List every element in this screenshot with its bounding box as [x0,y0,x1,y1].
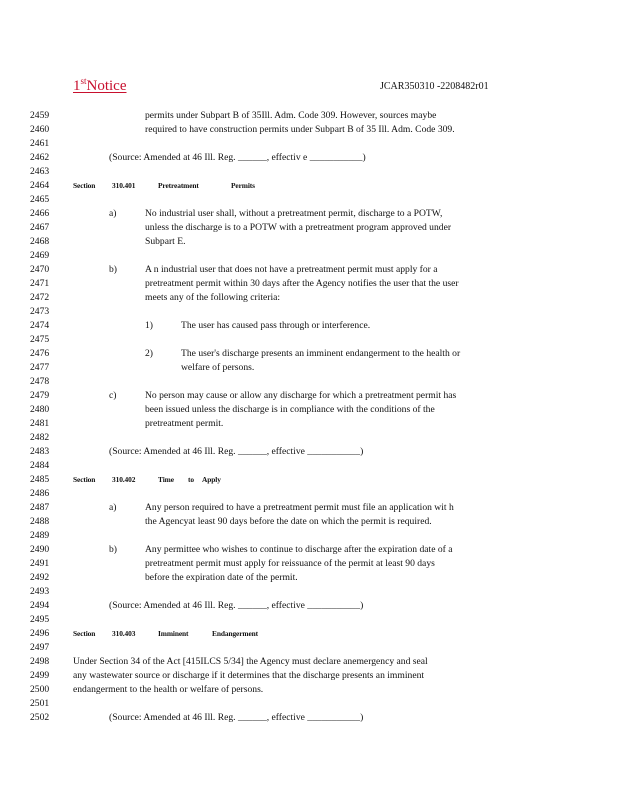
line-number: 2466 [30,208,50,219]
line-number: 2462 [30,152,50,163]
line-number: 2496 [30,628,50,639]
line-text: permits under Subpart B of 35Ill. Adm. Code 309. However, sources maybe [145,110,437,121]
line-number: 2471 [30,278,50,289]
line-number: 2501 [30,698,50,709]
line-text: The user's discharge presents an imminent endangerment to the health or [181,348,461,359]
line-text: A n industrial user that does not have a pretreatment permit must apply for a [145,264,438,275]
line-number: 2486 [30,488,50,499]
section-heading-text: Pretreatment [158,181,199,190]
line-text: No industrial user shall, without a pretreatment permit, discharge to a POTW, [145,208,443,219]
line-number: 2498 [30,656,50,667]
notice-heading [73,76,127,95]
line-text: been issued unless the discharge is in compliance with the conditions of the [145,404,435,415]
notice-number: 1 [73,78,81,94]
section-heading-text: 310.402 [112,475,136,484]
line-text: a) [109,502,117,513]
line-text: Under Section 34 of the Act [415ILCS 5/34] the Agency must declare anemergency and seal [73,656,428,667]
line-text: (Source: Amended at 46 Ill. Reg. ______, effective ___________) [109,712,364,723]
section-heading-text: Imminent [158,629,189,638]
line-text: 2) [145,348,153,359]
line-number: 2489 [30,530,50,541]
line-number: 2470 [30,264,50,275]
line-text: The user has caused pass through or interference. [181,320,371,331]
line-text: c) [109,390,117,401]
line-text: (Source: Amended at 46 Ill. Reg. ______, effectiv e ___________) [109,152,366,163]
line-number: 2494 [30,600,50,611]
document-code: JCAR350310 -2208482r01 [380,81,489,92]
line-number: 2461 [30,138,50,149]
line-number: 2487 [30,502,50,513]
line-text: pretreatment permit within 30 days after the Agency notifies the user that the user [145,278,459,289]
line-text: before the expiration date of the permit. [145,572,298,583]
line-text: b) [109,544,117,555]
line-number: 2493 [30,586,50,597]
line-text: b) [109,264,117,275]
line-text: pretreatment permit. [145,418,224,429]
line-number: 2481 [30,418,50,429]
line-number: 2500 [30,684,50,695]
section-heading-text: Section [73,475,96,484]
section-heading-text: Section [73,629,96,638]
line-number: 2467 [30,222,50,233]
line-text: any wastewater source or discharge if it determines that the discharge presents an imminent [73,670,425,681]
line-number: 2477 [30,362,50,373]
section-heading-text: to [188,475,194,484]
line-text: welfare of persons. [181,362,255,373]
section-heading-text: Permits [231,181,255,190]
line-number: 2485 [30,474,50,485]
line-number: 2480 [30,404,50,415]
line-text: No person may cause or allow any discharge for which a pretreatment permit has [145,390,457,401]
section-heading-text: 310.403 [112,629,136,638]
line-number: 2491 [30,558,50,569]
line-text: Any person required to have a pretreatment permit must file an application wit h [145,502,454,513]
line-text: Subpart E. [145,236,186,247]
line-number: 2490 [30,544,50,555]
line-number: 2499 [30,670,50,681]
line-number: 2476 [30,348,50,359]
line-number: 2465 [30,194,50,205]
line-number: 2473 [30,306,50,317]
section-heading-text: 310.401 [112,181,136,190]
line-number: 2482 [30,432,50,443]
line-number: 2478 [30,376,50,387]
line-number: 2475 [30,334,50,345]
line-text: 1) [145,320,153,331]
line-number: 2460 [30,124,50,135]
line-number: 2502 [30,712,50,723]
line-number: 2488 [30,516,50,527]
line-text: pretreatment permit must apply for reissuance of the permit at least 90 days [145,558,435,569]
line-number: 2468 [30,236,50,247]
line-number: 2463 [30,166,50,177]
line-number: 2469 [30,250,50,261]
notice-word: Notice [86,78,127,94]
line-number: 2459 [30,110,50,121]
line-text: meets any of the following criteria: [145,292,281,303]
line-number: 2479 [30,390,50,401]
notice-superscript: st [80,76,87,86]
line-text: (Source: Amended at 46 Ill. Reg. ______, effective ___________) [109,600,364,611]
line-number: 2483 [30,446,50,457]
line-number: 2474 [30,320,50,331]
line-number: 2484 [30,460,50,471]
line-number: 2472 [30,292,50,303]
section-heading-text: Apply [202,475,221,484]
line-number: 2495 [30,614,50,625]
line-text: endangerment to the health or welfare of persons. [73,684,264,695]
line-text: unless the discharge is to a POTW with a pretreatment program approved under [145,222,452,233]
section-heading-text: Section [73,181,96,190]
line-text: a) [109,208,117,219]
section-heading-text: Time [158,475,174,484]
line-text: the Agencyat least 90 days before the date on which the permit is required. [145,516,432,527]
line-text: required to have construction permits under Subpart B of 35 Ill. Adm. Code 309. [145,124,455,135]
line-number: 2497 [30,642,50,653]
section-heading-text: Endangerment [212,629,259,638]
line-text: (Source: Amended at 46 Ill. Reg. ______, effective ___________) [109,446,364,457]
line-number: 2464 [30,180,50,191]
line-number: 2492 [30,572,50,583]
line-text: Any permittee who wishes to continue to discharge after the expiration date of a [145,544,453,555]
